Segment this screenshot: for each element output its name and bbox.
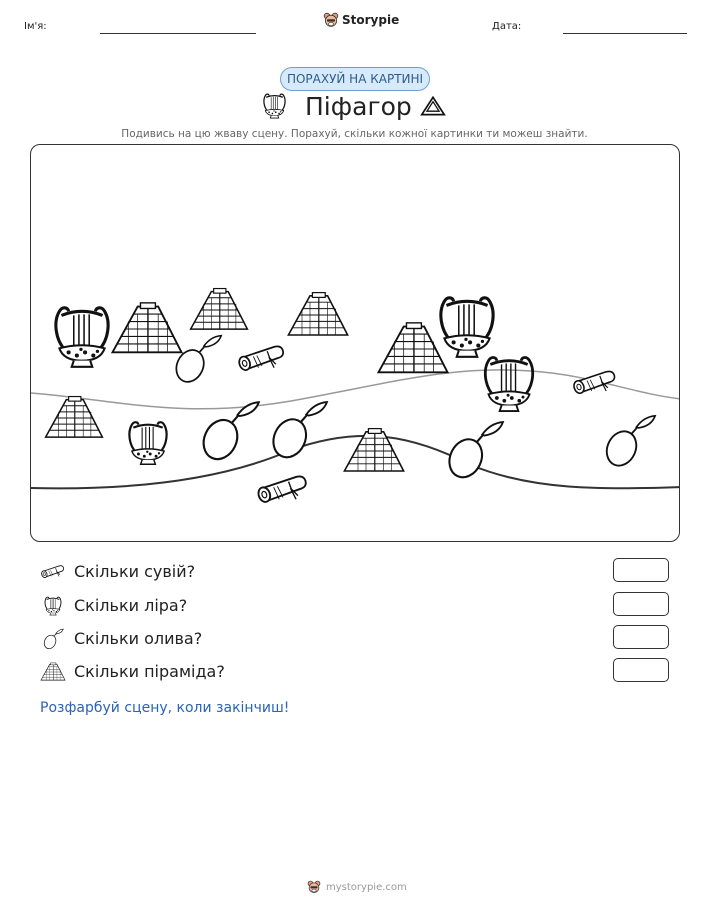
scroll-icon <box>237 346 283 371</box>
answer-box-olive[interactable] <box>613 625 669 649</box>
activity-badge: ПОРАХУЙ НА КАРТИНІ <box>280 67 430 91</box>
page-title: Піфагор <box>305 92 412 121</box>
olive-icon <box>171 336 221 387</box>
page-subtitle: Подивись на цю жваву сцену. Порахуй, скільки кожної картинки ти можеш знайти. <box>121 128 588 140</box>
name-line[interactable] <box>100 33 256 34</box>
question-row <box>40 658 670 684</box>
answer-box-lyre[interactable] <box>613 592 669 616</box>
date-line[interactable] <box>563 33 687 34</box>
lyre-icon <box>56 308 108 367</box>
olive-icon <box>40 628 66 650</box>
footer-brand <box>307 880 407 894</box>
pyramid-icon <box>288 293 347 335</box>
lyre-icon <box>262 91 287 121</box>
coloring-note: Розфарбуй сцену, коли закінчиш! <box>40 700 290 716</box>
brand-logo <box>323 12 399 28</box>
question-text: Скільки ліра? <box>74 596 188 615</box>
bear-icon <box>323 12 339 28</box>
footer-site: mystorypie.com <box>326 881 407 893</box>
scroll-icon <box>40 561 66 583</box>
olive-icon <box>267 402 327 463</box>
pyramid-icon <box>46 397 103 438</box>
name-label: Ім'я: <box>24 21 47 32</box>
question-row <box>40 558 670 584</box>
lyre-icon <box>40 595 66 617</box>
question-row <box>40 625 670 651</box>
lyre-icon <box>441 298 493 357</box>
triangle-icon <box>420 94 446 118</box>
answer-box-pyramid[interactable] <box>613 658 669 682</box>
pyramid-icon <box>344 429 403 471</box>
pyramid-icon <box>40 661 66 683</box>
question-row <box>40 592 670 618</box>
question-text: Скільки сувій? <box>74 562 196 581</box>
question-text: Скільки піраміда? <box>74 662 225 681</box>
olive-icon <box>197 402 258 464</box>
scroll-icon <box>257 476 306 503</box>
date-label: Дата: <box>492 21 522 32</box>
question-text: Скільки олива? <box>74 629 203 648</box>
pyramid-icon <box>191 289 248 330</box>
lyre-icon <box>129 422 166 464</box>
lyre-icon <box>485 358 532 412</box>
olive-icon <box>601 416 655 471</box>
brand-name: Storypie <box>342 13 400 27</box>
bear-icon <box>307 880 321 894</box>
scroll-icon <box>572 371 614 394</box>
pyramid-icon <box>378 323 447 372</box>
pyramid-icon <box>112 303 181 352</box>
scene-drawing <box>31 145 680 542</box>
answer-box-scroll[interactable] <box>613 558 669 582</box>
counting-scene <box>30 144 680 542</box>
